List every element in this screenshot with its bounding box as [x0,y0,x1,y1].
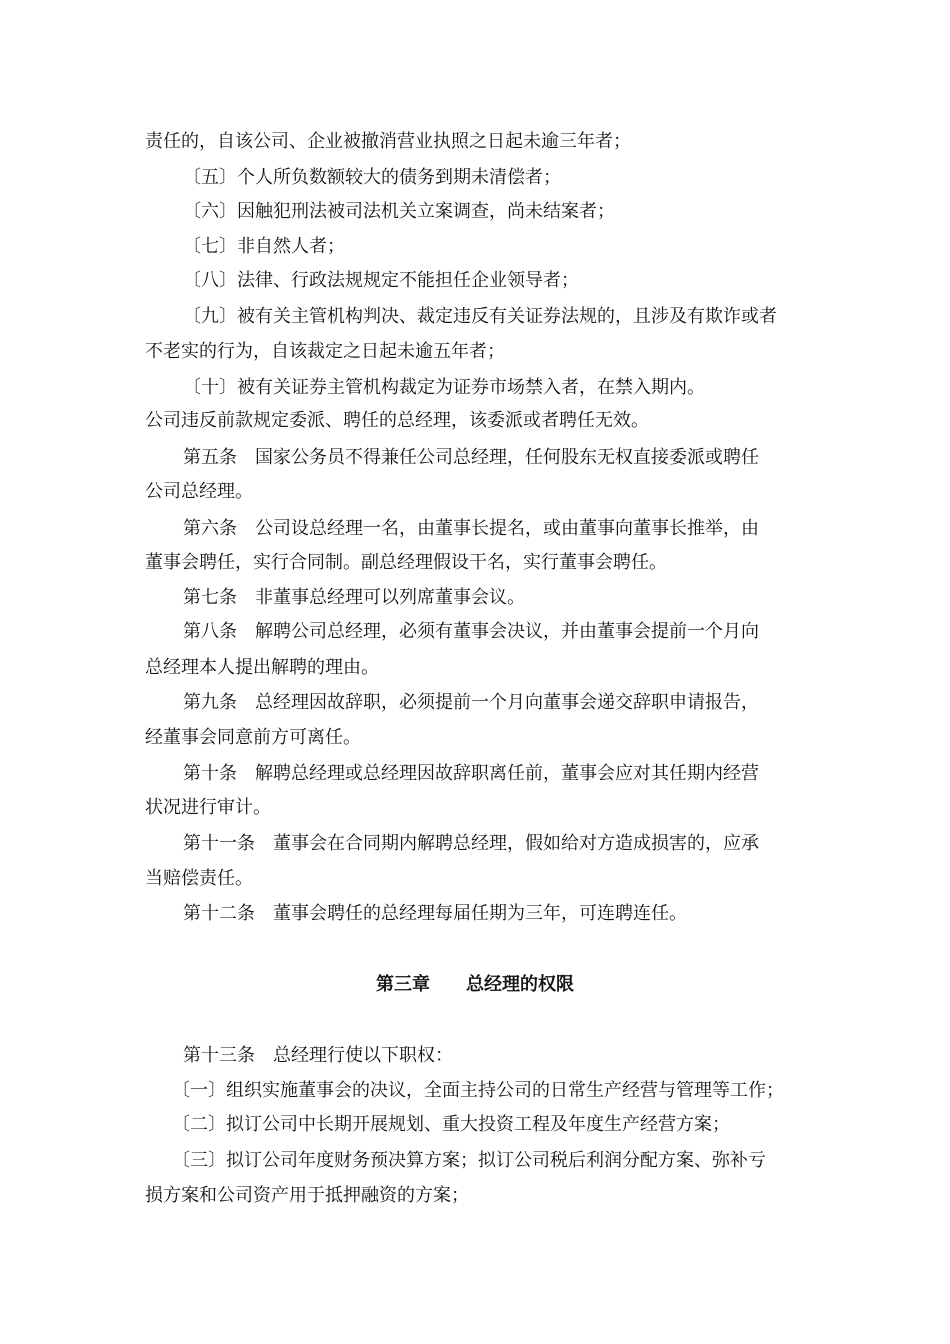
text-line-27: 〔三〕拟订公司年度财务预决算方案；拟订公司税后利润分配方案、弥补亏 [172,1150,766,1171]
text-line-2: 〔五〕个人所负数额较大的债务到期未清偿者； [183,167,561,188]
text-line-26: 〔二〕拟订公司中长期开展规划、重大投资工程及年度生产经营方案； [172,1114,730,1135]
text-line-25: 〔一〕组织实施董事会的决议，全面主持公司的日常生产经营与管理等工作； [172,1080,784,1101]
text-line-16: 总经理本人提出解聘的理由。 [145,657,379,678]
text-line-15: 第八条 解聘公司总经理，必须有董事会决议，并由董事会提前一个月向 [183,621,759,642]
text-line-1: 责任的，自该公司、企业被撤消营业执照之日起未逾三年者； [145,131,631,152]
text-line-8: 〔十〕被有关证券主管机构裁定为证券市场禁入者，在禁入期内。 [183,377,705,398]
text-line-13: 董事会聘任，实行合同制。副总经理假设干名，实行董事会聘任。 [145,552,667,573]
text-line-4: 〔七〕非自然人者； [183,236,345,257]
text-line-11: 公司总经理。 [145,481,253,502]
text-line-18: 经董事会同意前方可离任。 [145,727,361,748]
text-line-7: 不老实的行为，自该裁定之日起未逾五年者； [145,341,505,362]
text-line-12: 第六条 公司设总经理一名，由董事长提名，或由董事向董事长推举，由 [183,518,759,539]
text-line-5: 〔八〕法律、行政法规规定不能担任企业领导者； [183,270,579,291]
text-line-9: 公司违反前款规定委派、聘任的总经理，该委派或者聘任无效。 [145,410,649,431]
text-line-21: 第十一条 董事会在合同期内解聘总经理，假如给对方造成损害的，应承 [183,833,759,854]
text-line-22: 当赔偿责任。 [145,868,253,889]
text-line-10: 第五条 国家公务员不得兼任公司总经理，任何股东无权直接委派或聘任 [183,447,759,468]
text-line-6: 〔九〕被有关主管机构判决、裁定违反有关证券法规的，且涉及有欺诈或者 [183,306,777,327]
text-line-14: 第七条 非董事总经理可以列席董事会议。 [183,587,525,608]
text-line-23: 第十二条 董事会聘任的总经理每届任期为三年，可连聘连任。 [183,903,687,924]
text-line-20: 状况进行审计。 [145,797,271,818]
text-line-28: 损方案和公司资产用于抵押融资的方案； [145,1185,469,1206]
text-line-3: 〔六〕因触犯刑法被司法机关立案调查，尚未结案者； [183,201,615,222]
chapter-heading: 第三章 总经理的权限 [376,974,574,995]
text-line-19: 第十条 解聘总经理或总经理因故辞职离任前，董事会应对其任期内经营 [183,763,759,784]
text-line-24: 第十三条 总经理行使以下职权： [183,1045,453,1066]
text-line-17: 第九条 总经理因故辞职，必须提前一个月向董事会递交辞职申请报告， [183,692,759,713]
